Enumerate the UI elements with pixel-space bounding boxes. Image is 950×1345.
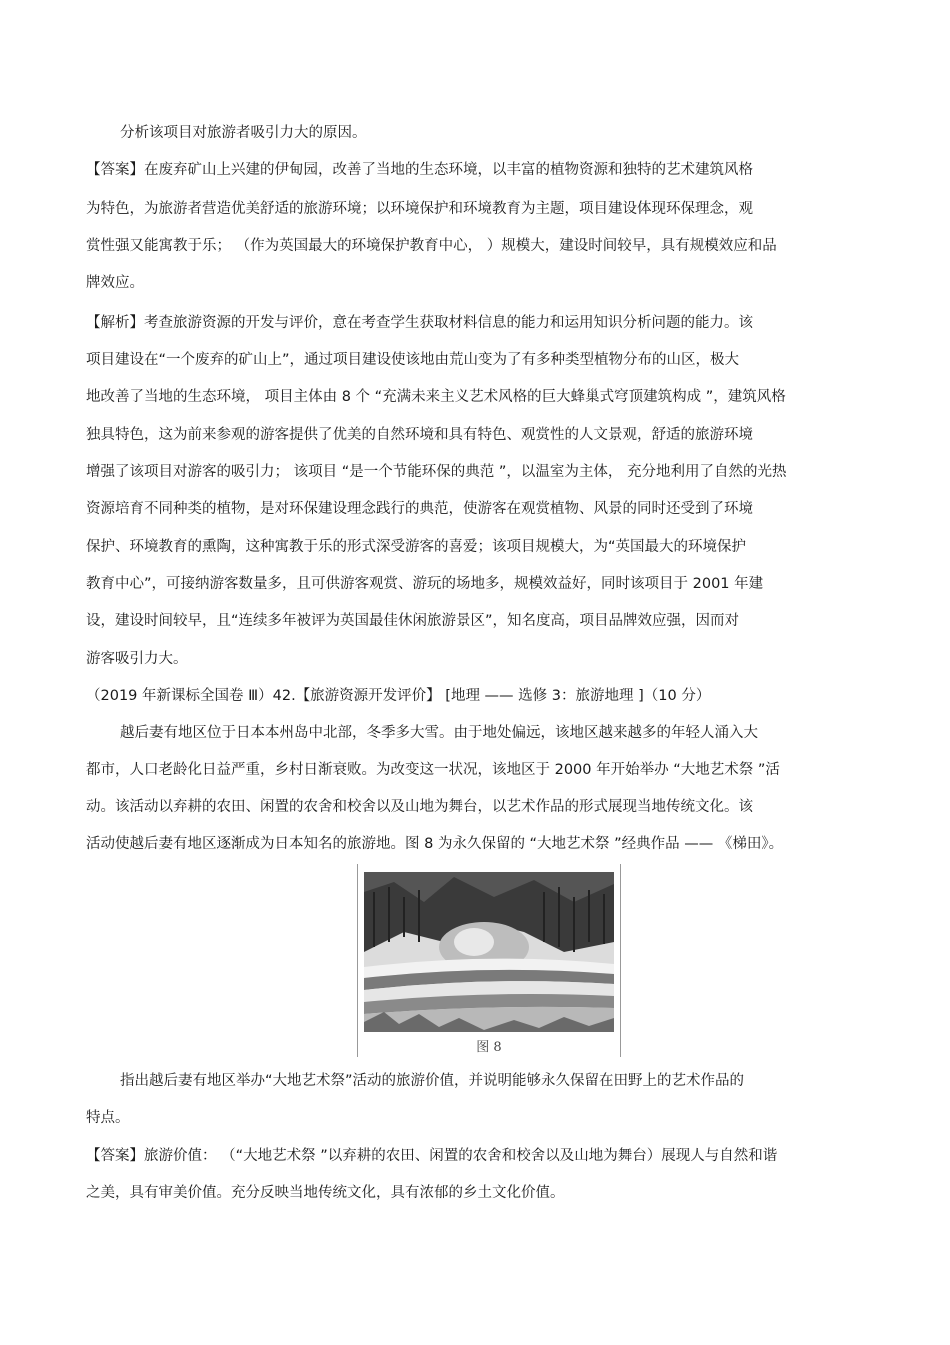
answer-line: 为特色，为旅游者营造优美舒适的旅游环境；以环境保护和环境教育为主题，项目建设体现环保理念，观 (86, 201, 753, 217)
terrace-photo-image (364, 872, 614, 1032)
answer-line: 牌效应。 (86, 275, 144, 291)
material-line: 越后妻有地区位于日本本州岛中北部，冬季多大雪。由于地处偏远，该地区越来越多的年轻人涌入大 (120, 725, 758, 741)
analysis-line: 教育中心”，可接纳游客数量多，且可供游客观赏、游玩的场地多，规模效益好，同时该项目于 2001 年建 (86, 576, 764, 592)
material-line: 动。该活动以弃耕的农田、闲置的农舍和校舍以及山地为舞台，以艺术作品的形式展现当地传统文化。该 (86, 799, 753, 815)
answer-line: 之美，具有审美价值。充分反映当地传统文化，具有浓郁的乡土文化价值。 (86, 1185, 565, 1201)
figure-caption: 图 8 (476, 1040, 502, 1055)
material-line: 都市，人口老龄化日益严重，乡村日渐衰败。为改变这一状况，该地区于 2000 年开始举办 “大地艺术祭 ”活 (86, 762, 780, 778)
analysis-line: 地改善了当地的生态环境， 项目主体由 8 个 “充满未来主义艺术风格的巨大蜂巢式穹顶建筑构成 ”，建筑风格 (86, 389, 786, 405)
question-header: （2019 年新课标全国卷 Ⅲ）42.【旅游资源开发评价】 [地理 —— 选修 3：旅游地理 ]（10 分） (86, 688, 711, 704)
analysis-line: 增强了该项目对游客的吸引力； 该项目 “是一个节能环保的典范 ”，以温室为主体， 充分地利用了自然的光热 (86, 464, 787, 480)
answer-line: 赏性强又能寓教于乐； （作为英国最大的环境保护教育中心， ）规模大，建设时间较早，具有规模效应和品 (86, 238, 777, 254)
question-line: 特点。 (86, 1110, 130, 1126)
analysis-line: 游客吸引力大。 (86, 651, 188, 667)
analysis-line: 设，建设时间较早，且“连续多年被评为英国最佳休闲旅游景区”，知名度高，项目品牌效应强，因而对 (86, 613, 740, 629)
analysis-line: 【解析】考查旅游资源的开发与评价，意在考查学生获取材料信息的能力和运用知识分析问题的能力。该 (86, 315, 753, 331)
analysis-line: 资源培育不同种类的植物，是对环保建设理念践行的典范，使游客在观赏植物、风景的同时还受到了环境 (86, 501, 753, 517)
analysis-line: 保护、环境教育的熏陶，这种寓教于乐的形式深受游客的喜爱；该项目规模大，为“英国最大的环境保护 (86, 539, 747, 555)
material-line: 活动使越后妻有地区逐渐成为日本知名的旅游地。图 8 为永久保留的 “大地艺术祭 ”经典作品 —— 《梯田》。 (86, 836, 784, 852)
question-prompt: 分析该项目对旅游者吸引力大的原因。 (120, 125, 367, 141)
analysis-line: 独具特色，这为前来参观的游客提供了优美的自然环境和具有特色、观赏性的人文景观，舒适的旅游环境 (86, 427, 753, 443)
answer-line: 【答案】在废弃矿山上兴建的伊甸园，改善了当地的生态环境，以丰富的植物资源和独特的艺术建筑风格 (86, 162, 753, 178)
figure-8-terraced-field-photo (357, 864, 621, 1057)
analysis-line: 项目建设在“一个废弃的矿山上”，通过项目建设使该地由荒山变为了有多种类型植物分布的山区，极大 (86, 352, 740, 368)
question-line: 指出越后妻有地区举办“大地艺术祭”活动的旅游价值，并说明能够永久保留在田野上的艺术作品的 (120, 1073, 745, 1089)
answer-line: 【答案】旅游价值： （“大地艺术祭 ”以弃耕的农田、闲置的农舍和校舍以及山地为舞台）展现人与自然和谐 (86, 1148, 778, 1164)
